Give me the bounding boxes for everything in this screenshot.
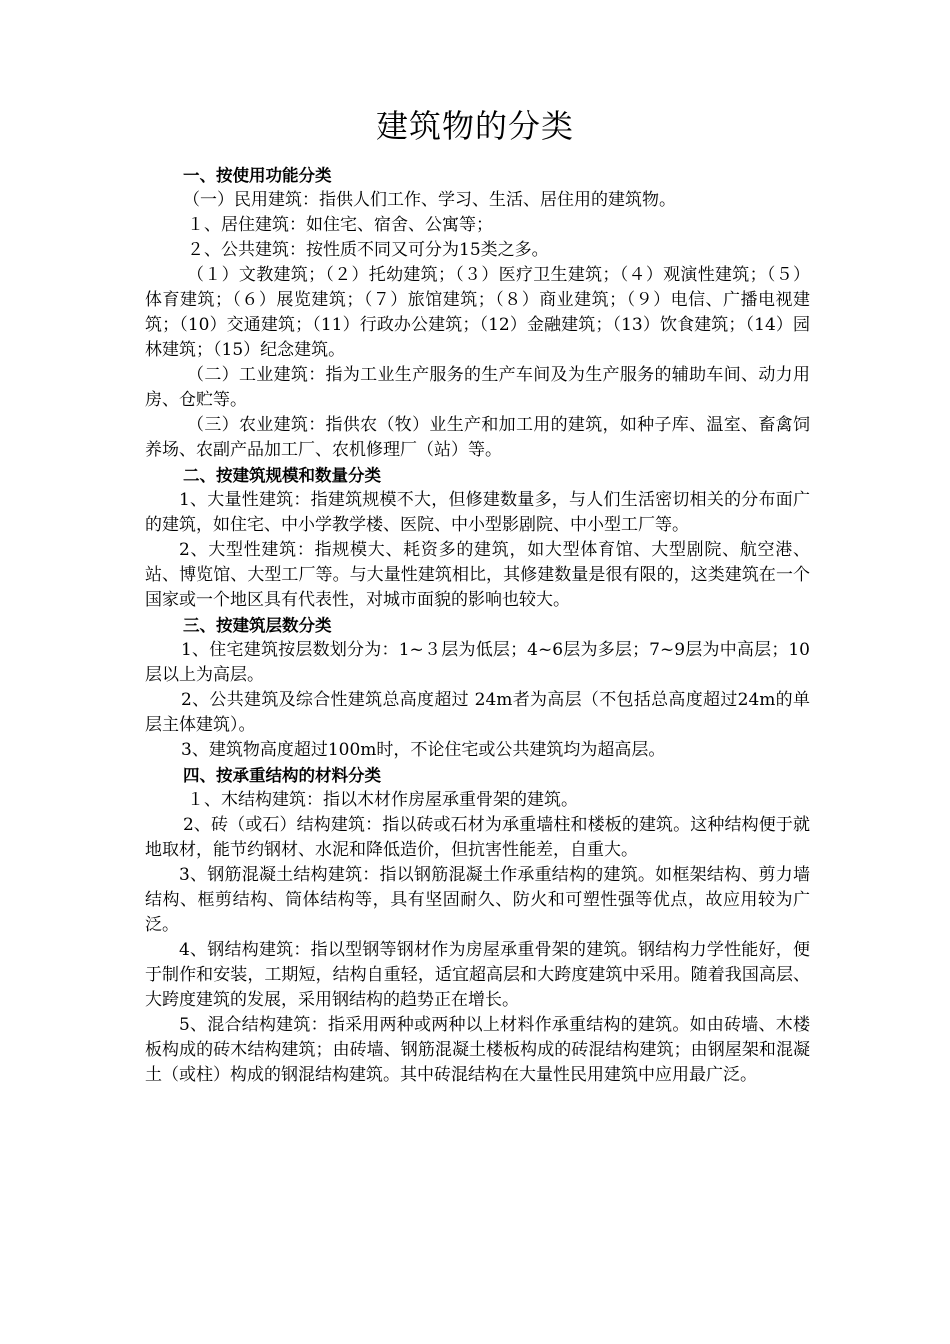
paragraph: 2、大型性建筑：指规模大、耗资多的建筑，如大型体育馆、大型剧院、航空港、站、博览馆、大型工厂等。与大量性建筑相比，其修建数量是很有限的，这类建筑在一个国家或一个地区具有代表性，对城市面貌的影响也较大。 <box>145 540 810 610</box>
paragraph: ２、公共建筑：按性质不同又可分为15类之多。 <box>187 240 549 260</box>
paragraph: （１）文教建筑；（２）托幼建筑；（３）医疗卫生建筑；（４）观演性建筑；（５）体育建筑；（６）展览建筑；（７）旅馆建筑；（８）商业建筑；（９）电信、广播电视建筑；（10）交通建筑；（11）行政办公建筑；（12）金融建筑；（13）饮食建筑；（14）园林建筑；（15）纪念建筑。 <box>145 265 810 360</box>
paragraph: 3、钢筋混凝土结构建筑：指以钢筋混凝土作承重结构的建筑。如框架结构、剪力墙结构、框剪结构、筒体结构等，具有坚固耐久、防火和可塑性强等优点，故应用较为广泛。 <box>145 865 810 935</box>
paragraph: １、居住建筑：如住宅、宿舍、公寓等； <box>187 215 493 235</box>
section-heading: 三、按建筑层数分类 <box>183 616 332 635</box>
paragraph: 5、混合结构建筑：指采用两种或两种以上材料作承重结构的建筑。如由砖墙、木楼板构成的砖木结构建筑；由砖墙、钢筋混凝土楼板构成的砖混结构建筑；由钢屋架和混凝土（或柱）构成的钢混结构建筑。其中砖混结构在大量性民用建筑中应用最广泛。 <box>145 1015 810 1085</box>
paragraph: （二）工业建筑：指为工业生产服务的生产车间及为生产服务的辅助车间、动力用房、仓贮等。 <box>145 365 810 410</box>
paragraph: 2、砖（或石）结构建筑：指以砖或石材为承重墙柱和楼板的建筑。这种结构便于就地取材，能节约钢材、水泥和降低造价，但抗害性能差，自重大。 <box>145 815 810 860</box>
paragraph: （三）农业建筑：指供农（牧）业生产和加工用的建筑，如种子库、温室、畜禽饲养场、农副产品加工厂、农机修理厂（站）等。 <box>145 415 810 460</box>
document-body <box>145 163 810 1088</box>
paragraph: 1、住宅建筑按层数划分为：1~３层为低层；4~6层为多层；7~9层为中高层；10层以上为高层。 <box>145 640 810 685</box>
section-heading: 二、按建筑规模和数量分类 <box>183 466 381 485</box>
paragraph: １、木结构建筑：指以木材作房屋承重骨架的建筑。 <box>187 790 578 810</box>
section-heading: 四、按承重结构的材料分类 <box>183 766 381 785</box>
paragraph: （一）民用建筑：指供人们工作、学习、生活、居住用的建筑物。 <box>183 190 676 210</box>
paragraph: 4、钢结构建筑：指以型钢等钢材作为房屋承重骨架的建筑。钢结构力学性能好，便于制作和安装，工期短，结构自重轻，适宜超高层和大跨度建筑中采用。随着我国高层、大跨度建筑的发展，采用钢结构的趋势正在增长。 <box>145 940 810 1010</box>
paragraph: 1、大量性建筑：指建筑规模不大，但修建数量多，与人们生活密切相关的分布面广的建筑，如住宅、中小学教学楼、医院、中小型影剧院、中小型工厂等。 <box>145 490 810 535</box>
paragraph: 3、建筑物高度超过100m时，不论住宅或公共建筑均为超高层。 <box>181 740 666 760</box>
document-title: 建筑物的分类 <box>375 107 574 145</box>
section-heading: 一、按使用功能分类 <box>183 166 332 185</box>
paragraph: 2、公共建筑及综合性建筑总高度超过 24m者为高层（不包括总高度超过24m的单层主体建筑）。 <box>145 690 810 735</box>
